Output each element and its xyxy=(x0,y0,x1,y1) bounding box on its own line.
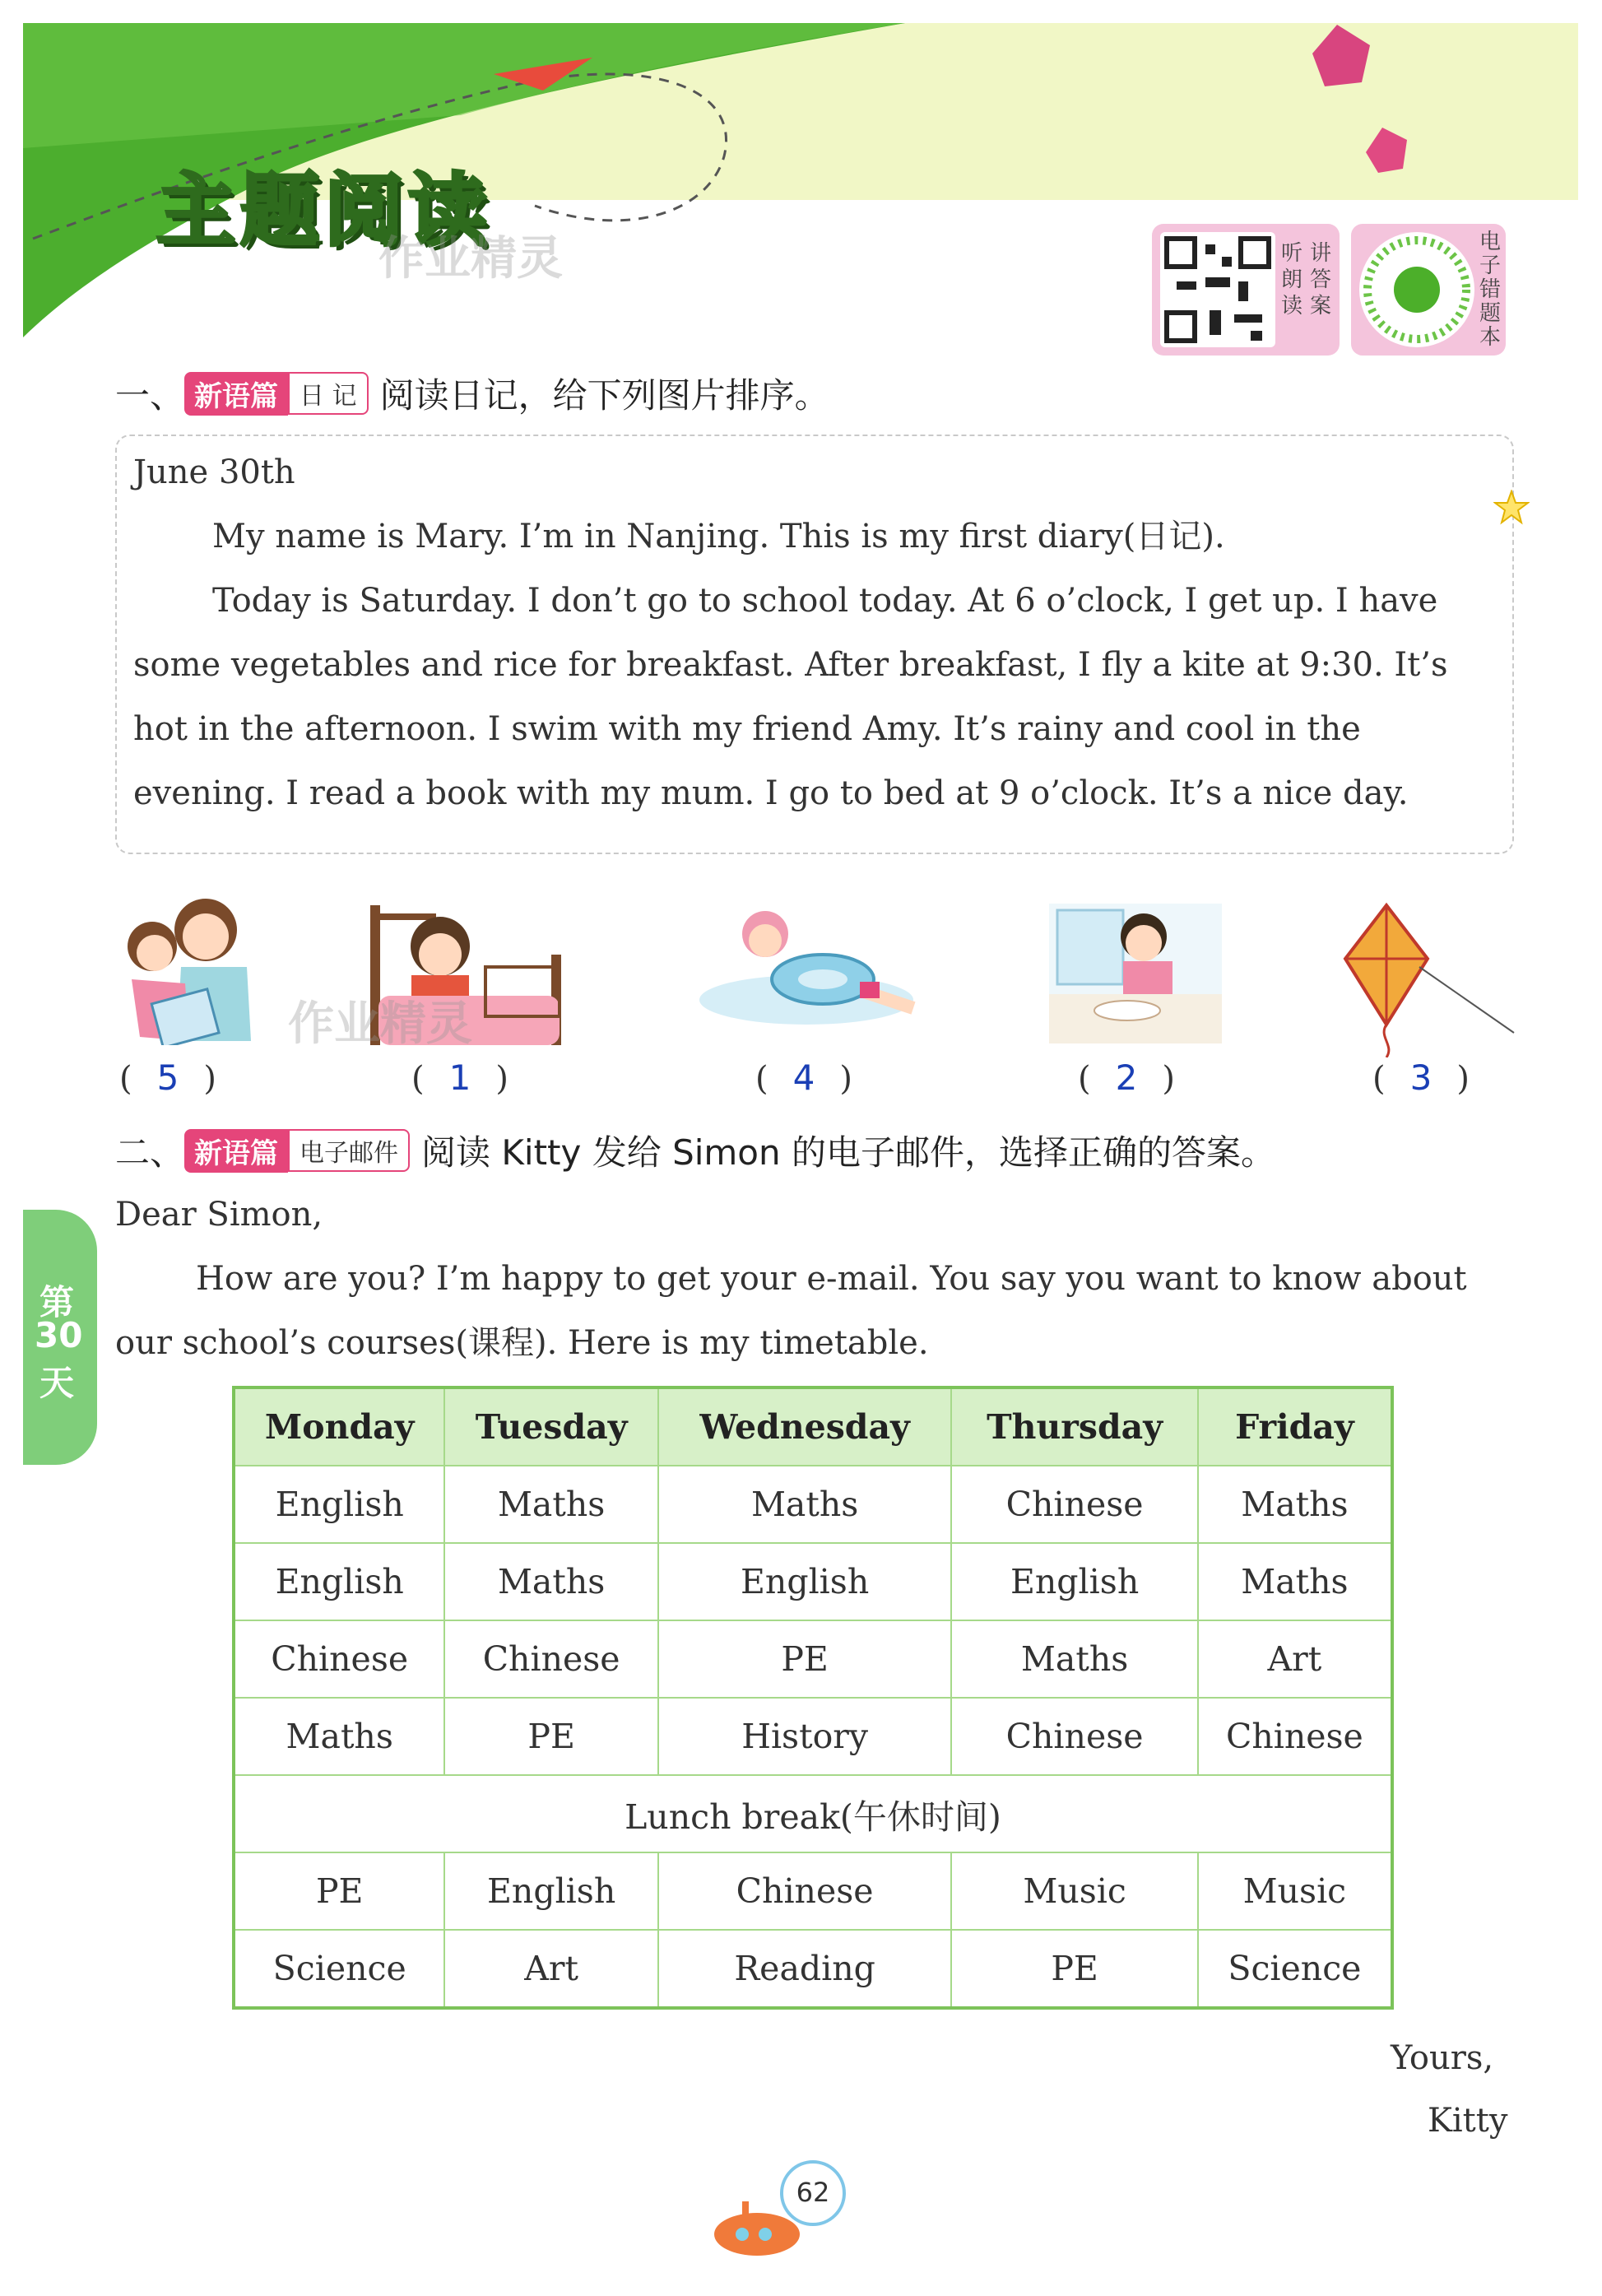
table-cell: Chinese xyxy=(951,1466,1197,1543)
table-cell: Chinese xyxy=(951,1698,1197,1775)
table-cell: English xyxy=(658,1543,952,1620)
table-cell: English xyxy=(444,1852,657,1930)
swimming-picture xyxy=(691,901,930,1049)
table-row xyxy=(234,1852,1392,1930)
mini-program-code-icon xyxy=(1359,232,1474,347)
table-header: Wednesday xyxy=(658,1387,952,1466)
table-cell: Maths xyxy=(658,1466,952,1543)
watermark: 作业精灵 xyxy=(378,232,563,286)
table-cell: Chinese xyxy=(234,1620,444,1698)
watermark: 作业精灵 xyxy=(288,997,472,1051)
table-cell: English xyxy=(951,1543,1197,1620)
lunch-row xyxy=(234,1775,1392,1852)
section1-heading: 一、 新语篇 日 记 阅读日记，给下列图片排序。 xyxy=(115,369,829,418)
new-text-tag: 新语篇 xyxy=(184,1129,288,1173)
diary-date: June 30th xyxy=(133,453,295,491)
table-cell: Chinese xyxy=(1198,1698,1392,1775)
table-cell: English xyxy=(234,1543,444,1620)
table-header: Monday xyxy=(234,1387,444,1466)
table-cell: History xyxy=(658,1698,952,1775)
diary-line: My name is Mary. I’m in Nanjing. This is my first diary(日记). xyxy=(212,518,1225,555)
table-cell: Art xyxy=(1198,1620,1392,1698)
table-cell: Maths xyxy=(444,1543,657,1620)
answer-slot[interactable]: ( 4 ) xyxy=(755,1057,852,1098)
table-header: Friday xyxy=(1198,1387,1392,1466)
qr-label-2: 讲 答 案 xyxy=(1309,241,1331,318)
table-cell: Music xyxy=(951,1852,1197,1930)
table-cell: Maths xyxy=(951,1620,1197,1698)
lunch-break-cell: Lunch break(午休时间) xyxy=(234,1775,1392,1852)
table-cell: Art xyxy=(444,1930,657,2008)
new-text-tag: 新语篇 xyxy=(184,372,288,416)
email-greeting: Dear Simon, xyxy=(115,1196,323,1234)
page-number: 62 xyxy=(796,2177,830,2208)
submarine-icon xyxy=(708,2152,856,2267)
diary-line: some vegetables and rice for breakfast. After breakfast, I fly a kite at 9:30. It’s xyxy=(133,646,1448,684)
table-cell: Maths xyxy=(234,1698,444,1775)
answer-slot[interactable]: ( 2 ) xyxy=(1078,1057,1175,1098)
table-cell: Maths xyxy=(1198,1466,1392,1543)
answer-slot[interactable]: ( 3 ) xyxy=(1372,1057,1470,1098)
error-book-qr-card[interactable] xyxy=(1351,224,1506,356)
table-cell: PE xyxy=(444,1698,657,1775)
table-row xyxy=(234,1466,1392,1543)
answer-slot[interactable]: ( 5 ) xyxy=(119,1057,216,1098)
table-row xyxy=(234,1620,1392,1698)
qr-label-1: 听 朗 读 xyxy=(1280,241,1302,318)
table-cell: Science xyxy=(1198,1930,1392,2008)
table-cell: Maths xyxy=(1198,1543,1392,1620)
table-header-row xyxy=(234,1387,1392,1466)
kite-picture xyxy=(1329,901,1518,1057)
email-signature: Kitty xyxy=(1428,2102,1508,2140)
table-cell: PE xyxy=(951,1930,1197,2008)
table-cell: Maths xyxy=(444,1466,657,1543)
table-header: Tuesday xyxy=(444,1387,657,1466)
diary-line: evening. I read a book with my mum. I go to bed at 9 o’clock. It’s a nice day. xyxy=(133,774,1409,812)
table-header: Thursday xyxy=(951,1387,1197,1466)
star-icon xyxy=(1493,490,1530,526)
table-row xyxy=(234,1543,1392,1620)
day-side-tab: 第 30 天 xyxy=(23,1210,97,1465)
table-cell: Reading xyxy=(658,1930,952,2008)
table-cell: English xyxy=(234,1466,444,1543)
section2-heading: 二、 新语篇 电子邮件 阅读 Kitty 发给 Simon 的电子邮件，选择正确的答案。 xyxy=(115,1126,1275,1175)
diary-tag: 日 记 xyxy=(288,372,369,415)
table-cell: Chinese xyxy=(444,1620,657,1698)
reading-with-mum-picture xyxy=(107,889,255,1045)
email-body-line: How are you? I’m happy to get your e-mail. You say you want to know about xyxy=(196,1260,1467,1298)
table-cell: PE xyxy=(234,1852,444,1930)
email-body-line: our school’s courses(课程). Here is my timetable. xyxy=(115,1324,929,1362)
page-title: 主题阅读 xyxy=(156,165,492,257)
email-closing: Yours, xyxy=(1391,2039,1494,2077)
table-cell: Music xyxy=(1198,1852,1392,1930)
email-tag: 电子邮件 xyxy=(288,1129,410,1172)
breakfast-picture xyxy=(1049,904,1222,1043)
diary-line: Today is Saturday. I don’t go to school today. At 6 o’clock, I get up. I have xyxy=(212,582,1438,620)
table-row xyxy=(234,1930,1392,2008)
table-cell: Science xyxy=(234,1930,444,2008)
timetable xyxy=(232,1386,1394,2010)
table-cell: Chinese xyxy=(658,1852,952,1930)
audio-qr-card[interactable] xyxy=(1152,224,1340,356)
table-row xyxy=(234,1698,1392,1775)
qr-code-icon xyxy=(1160,232,1275,347)
qr-label-3: 电子错题本 xyxy=(1479,230,1501,350)
diary-line: hot in the afternoon. I swim with my friend Amy. It’s rainy and cool in the xyxy=(133,710,1361,748)
table-cell: PE xyxy=(658,1620,952,1698)
answer-slot[interactable]: ( 1 ) xyxy=(411,1057,508,1098)
